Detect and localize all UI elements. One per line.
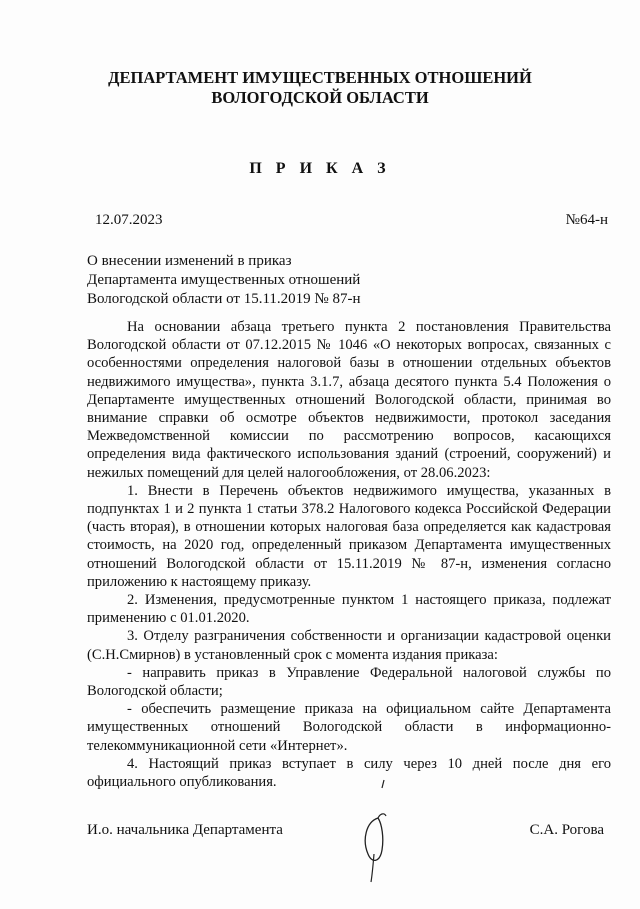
subject-line-3: Вологодской области от 15.11.2019 № 87-н <box>87 291 361 307</box>
preamble-paragraph: На основании абзаца третьего пункта 2 постановления Правительства Вологодской области от 07.12.2015 № 1046 «О некоторых вопросах, связанных с особенностями определения налоговой базы в отношении отдельных объектов недвижимого имущества», пункта 3.1.7, абзаца десятого пункта 5.4 Положения о Департаменте имущественных отношений Вологодской области, принимая во внимание справки об осмотре объектов недвижимости, протокол заседания Межведомственной комиссии по рассмотрению вопросов, касающихся определения вида фактического использования зданий (строений, сооружений) и нежилых помещений для целей налогообложения, от 28.06.2023: <box>87 319 611 481</box>
item-3-paragraph: 3. Отделу разграничения собственности и организации кадастровой оценки (С.Н.Смирнов) в установленный срок с момента издания приказа: <box>87 628 611 663</box>
handwritten-signature <box>358 778 398 888</box>
item-3b-paragraph: - обеспечить размещение приказа на официальном сайте Департамента имущественных отношений Вологодской области в информационно-телекоммуникационной сети «Интернет». <box>87 701 611 754</box>
item-2-paragraph: 2. Изменения, предусмотренные пунктом 1 настоящего приказа, подлежат применению с 01.01.2020. <box>87 592 611 627</box>
signer-role: И.о. начальника Департамента <box>87 822 283 838</box>
document-type-title: П Р И К А З <box>249 160 391 177</box>
item-1-paragraph: 1. Внести в Перечень объектов недвижимого имущества, указанных в подпунктах 1 и 2 пункта 1 статьи 378.2 Налогового кодекса Российской Федерации (часть вторая), в отношении которых налоговая база определяется как кадастровая стоимость, на 2020 год, определенный приказом Департамента имущественных отношений Вологодской области от 15.11.2019 № 87-н, изменения согласно приложению к настоящему приказу. <box>87 482 611 590</box>
item-4-paragraph: 4. Настоящий приказ вступает в силу через 10 дней после дня его официального опубликования. <box>87 755 611 791</box>
document-body <box>87 318 611 791</box>
org-line-2: ВОЛОГОДСКОЙ ОБЛАСТИ <box>211 88 429 107</box>
subject-line-1: О внесении изменений в приказ <box>87 253 292 269</box>
organization-header <box>0 68 640 108</box>
signer-name: С.А. Рогова <box>529 822 604 838</box>
document-subject <box>87 252 361 309</box>
subject-line-2: Департамента имущественных отношений <box>87 272 361 288</box>
document-date: 12.07.2023 <box>95 212 163 228</box>
org-line-1: ДЕПАРТАМЕНТ ИМУЩЕСТВЕННЫХ ОТНОШЕНИЙ <box>108 68 532 87</box>
item-3a-paragraph: - направить приказ в Управление Федеральной налоговой службы по Вологодской области; <box>87 664 611 700</box>
document-number: №64-н <box>565 212 608 228</box>
